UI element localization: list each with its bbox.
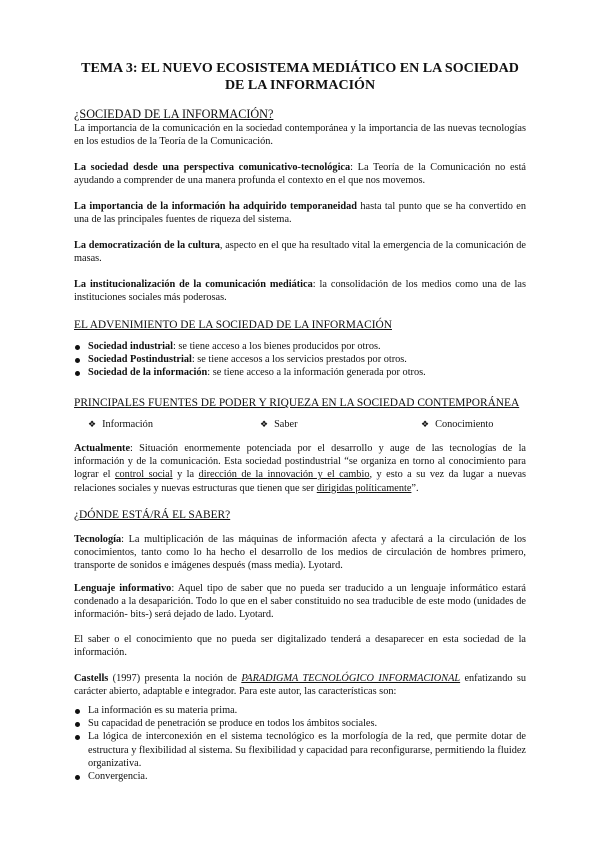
list-item: Su capacidad de penetración se produce en todos los ámbitos sociales. (74, 717, 526, 730)
bold-term: La democratización de la cultura (74, 240, 220, 251)
paragraph-importancia (74, 200, 526, 226)
bold-term: La institucionalización de la comunicación mediática (74, 279, 313, 290)
caracteristicas-list (74, 704, 526, 783)
bold-term: Actualmente (74, 443, 131, 454)
bold-term: Sociedad de la información (88, 367, 208, 379)
bullet-icon (75, 345, 80, 350)
diamond-bullet-icon: ❖ (88, 419, 97, 429)
paragraph-democratizacion (74, 239, 526, 265)
paragraph-institucionalizacion (74, 278, 526, 304)
bold-term: Tecnología (74, 534, 122, 545)
paragraph-castells: Castells (1997) presenta la noción de PARADIGMA TECNOLÓGICO INFORMACIONAL enfatizando su carácter abierto, adaptable e integrador. Para este autor, las características son: (74, 673, 526, 698)
list-item (74, 366, 526, 379)
bold-term: Castells (74, 673, 109, 684)
list-item: Convergencia. (74, 770, 526, 783)
source-saber: ❖ Saber (260, 419, 298, 430)
paragraph-text: , aspecto en el que ha resultado vital la emergencia de la comunicación de masas. (74, 240, 526, 265)
source-informacion: ❖ Información (88, 419, 153, 430)
paragraph-text: : La multiplicación de las máquinas de información afecta y afectará a la circulación de los conocimientos, tanto como lo ha hecho el desarrollo de los medios de circulación de hombres primero, transporte de sonidos e imágenes después (mass media). Lyotard. (74, 534, 526, 572)
bold-term: Sociedad industrial (88, 341, 173, 352)
item-text: : se tiene acceso a los bienes producidos por otros. (172, 341, 381, 352)
paragraph-tecnologia (74, 533, 526, 573)
list-item: La información es su materia prima. (74, 704, 526, 717)
section-heading-advenimiento: EL ADVENIMIENTO DE LA SOCIEDAD DE LA INFORMACIÓN (74, 319, 392, 331)
paragraph-lenguaje-informativo (74, 582, 526, 622)
bullet-icon (75, 735, 80, 740)
paragraph-text: : La Teoría de la Comunicación no está ayudando a comprender de una manera profunda el contexto en el que nos movemos. (74, 162, 526, 187)
bold-term: La importancia de la información ha adquirido temporaneidad (74, 201, 357, 212)
diamond-bullet-icon: ❖ (421, 419, 430, 429)
section-heading-donde-saber: ¿DÓNDE ESTÁ/RÁ EL SABER? (74, 509, 231, 521)
list-item (74, 340, 526, 353)
paragraph-text: hasta tal punto que se ha convertido en una de las principales fuentes de riqueza del sistema. (74, 201, 526, 226)
item-text: : se tiene acceso a la información generada por otros. (207, 367, 426, 379)
bold-term: Lenguaje informativo (74, 583, 172, 594)
paragraph-perspectiva (74, 161, 526, 187)
sources-row (74, 418, 526, 432)
bullet-icon (75, 775, 80, 780)
bold-term: Sociedad Postindustrial (88, 354, 192, 366)
page-title (60, 61, 540, 94)
bullet-icon (75, 371, 80, 376)
bold-term: La sociedad desde una perspectiva comunicativo-tecnológica (74, 162, 351, 173)
title-line-2: DE LA INFORMACIÓN (224, 77, 376, 93)
paragraph-text: : Aquel tipo de saber que no pueda ser traducido a un lenguaje informático estará condenado a la desaparición. Todo lo que en el saber constituido no sea traducible de este modo (unidades de información- bits-) será dejado de lado. Lyotard. (74, 583, 527, 621)
intro-paragraph: La importancia de la comunicación en la sociedad contemporánea y la importancia de las nuevas tecnologías en los estudios de la Teoría de la Comunicación. (74, 123, 526, 148)
section-heading-sociedad-informacion: ¿SOCIEDAD DE LA INFORMACIÓN? (74, 107, 274, 121)
list-item: La lógica de interconexión en el sistema tecnológico es la morfología de la red, que permite dotar de estructura y flexibilidad al sistema. Su flexibilidad y capacidad para reconfigurarse, permitiendo la fluidez organizativa. (74, 730, 526, 770)
underlined-direccion-innovacion: dirección de la innovación y el cambio (198, 469, 370, 481)
sociedades-list (74, 340, 526, 380)
bullet-icon (75, 709, 80, 714)
paragraph-actualmente: Actualmente: Situación enormemente potenciada por el desarrollo y auge de las tecnologías de la información y de la comunicación. Esta sociedad postindustrial “se organiza en torno al conocimiento para lograr el control social y la dirección de la innovación y el cambio, y esto a su vez da lugar a nuevas relaciones sociales y nuevas estructuras que tienen que ser dirigidas políticamente”. (74, 443, 527, 494)
bullet-icon (75, 358, 80, 363)
item-text: : se tiene accesos a los servicios prestados por otros. (191, 354, 407, 366)
list-item (74, 353, 526, 366)
section-heading-fuentes-poder: PRINCIPALES FUENTES DE PODER Y RIQUEZA EN LA SOCIEDAD CONTEMPORÁNEA (74, 397, 520, 409)
paragraph-saber-digitalizado: El saber o el conocimiento que no pueda ser digitalizado tenderá a desaparecer en esta sociedad de la información. (74, 634, 526, 659)
bullet-icon (75, 722, 80, 727)
source-conocimiento: ❖ Conocimiento (421, 419, 494, 430)
underlined-dirigidas-politicamente: dirigidas políticamente (316, 482, 412, 494)
paragraph-text: : la consolidación de los medios como una de las instituciones sociales más poderosas. (74, 279, 526, 304)
diamond-bullet-icon: ❖ (260, 419, 269, 429)
title-line-1: TEMA 3: EL NUEVO ECOSISTEMA MEDIÁTICO EN LA SOCIEDAD (81, 61, 519, 76)
paradigma-term: PARADIGMA TECNOLÓGICO INFORMACIONAL (241, 673, 461, 684)
underlined-control-social: control social (114, 469, 173, 481)
